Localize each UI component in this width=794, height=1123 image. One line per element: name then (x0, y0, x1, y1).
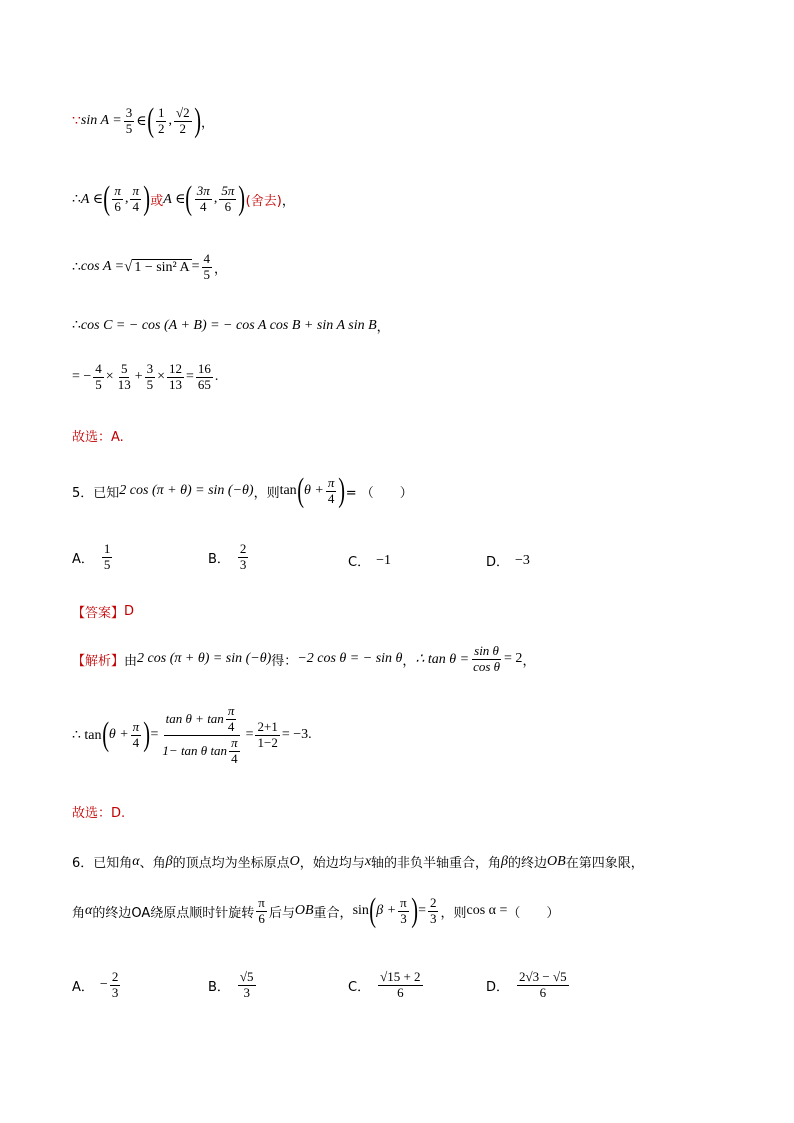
q6-option-d[interactable]: D． $\frac{2√3 - √5}{6}$ (486, 969, 567, 1000)
q5-option-d[interactable]: D． −3 (486, 552, 530, 570)
q6-option-b[interactable]: B． $\frac{√5}{3}$ (208, 969, 254, 1000)
q5-option-a[interactable]: A． $\frac{1}{5}$ (72, 541, 111, 572)
answer-q4: 故选：A. (72, 430, 124, 445)
q6-option-a[interactable]: A． − $\frac{2}{3}$ (72, 969, 119, 1000)
question-6-stem-1: 6． 已知角 α 、角 β 的顶点均为坐标原点 O ，始边均与 x 轴的非负半轴重合，角 β 的终边 OB 在第四象限， (72, 853, 644, 871)
because-symbol: ∵ (72, 113, 81, 129)
solution-line-2: ∴ A ∈ ( $\frac{\pi}{6}$ , $\frac{\pi}{4}$ ) 或 A ∈ ( $\frac{3\pi}{4}$ , $\frac{5\pi}{6}$ ) (舍去) ， (72, 180, 295, 217)
discard-note: (舍去) (245, 193, 282, 209)
answer-q5-final: 故选：D. (72, 806, 126, 821)
answer-q5: 【答案】 D (72, 604, 135, 621)
q6-option-c[interactable]: C． $\frac{√15 + 2}{6}$ (348, 969, 421, 1000)
solution-line-4: ∴ cos C = − cos (A + B) = − cos A cos B + sin A sin B ， (72, 317, 390, 335)
analysis-line-1: 【解析】 由 2 cos (π + θ) = sin (−θ) 得： −2 cos θ = − sin θ ， ∴ tan θ = $\frac{\text{sin θ}}{\text{cos θ}}$ = 2 ， (72, 643, 536, 674)
q5-option-b[interactable]: B． $\frac{2}{3}$ (208, 541, 247, 572)
question-6-stem-2: 角 α 的终边OA绕原点顺时针旋转 $\frac{\pi}{6}$ 后与 OB 重合， sin ( β + $\frac{\pi}{3}$ ) = $\frac{2}{3}$ ，则 cos α = （ ） (72, 892, 560, 929)
solution-line-5: = − $\frac{4}{5}$ × $\frac{5}{13}$ + $\frac{3}{5}$ × $\frac{12}{13}$ = $\frac{16}{65}$ . (72, 361, 219, 392)
solution-line-1: ∵ sin A = $\frac{3}{5}$ ∈ ( $\frac{1}{2}$ , $\frac{√2}{2}$ ) ， (72, 102, 214, 139)
solution-line-3: ∴ cos A = √ 1 − sin² A = $\frac{4}{5}$ ， (72, 251, 228, 282)
analysis-line-2: ∴ tan ( θ + $\frac{\pi}{4}$ ) = tan θ + tan $\frac{\pi}{4}$ 1− tan θ tan $\frac{\pi}{4}$ = $\frac{2+1}{1-2}$ = −3. (72, 703, 312, 766)
question-5-stem: 5． 已知 2 cos (π + θ) = sin (−θ) ，则 tan ( θ + $\frac{\pi}{4}$ ) = （ ） (72, 472, 413, 509)
q5-option-c[interactable]: C． −1 (348, 552, 391, 570)
